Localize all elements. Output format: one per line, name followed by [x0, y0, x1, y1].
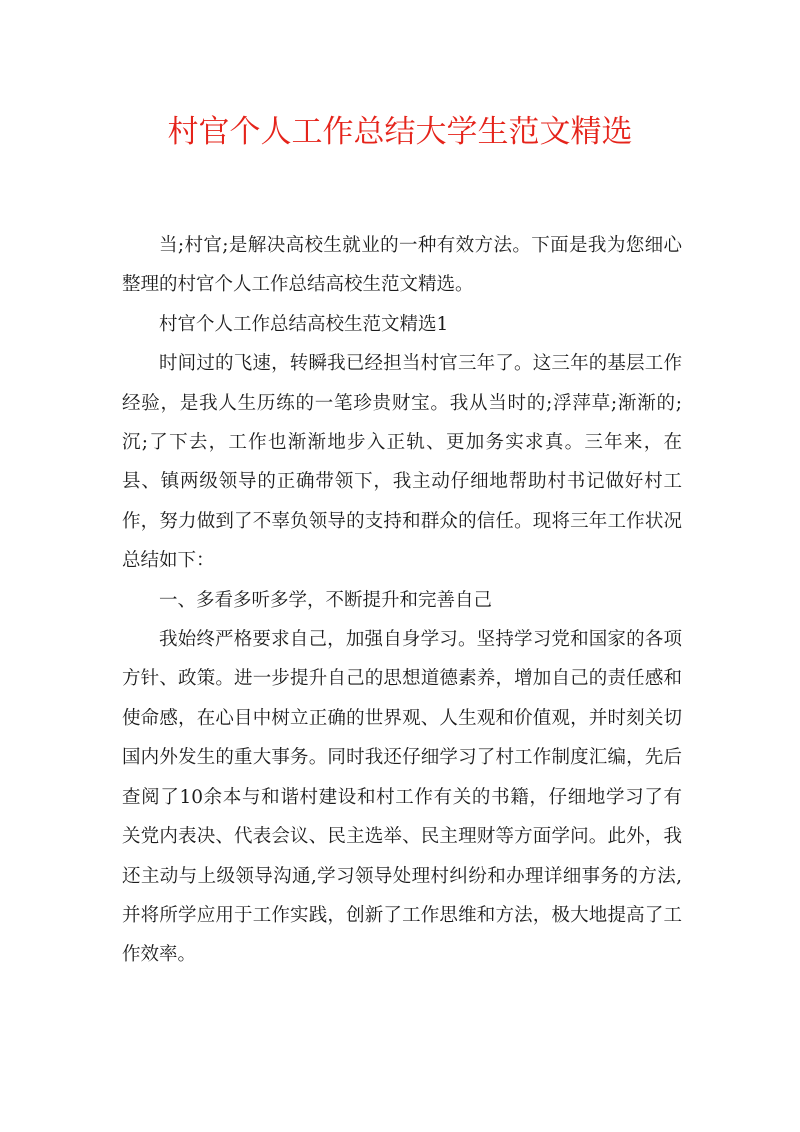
body-paragraph: 我始终严格要求自己，加强自身学习。坚持学习党和国家的各项方针、政策。进一步提升自己的思想道德素养，增加自己的责任感和使命感，在心目中树立正确的世界观、人生观和价值观，并时刻关切国内外发生的重大事务。同时我还仔细学习了村工作制度汇编，先后查阅了10余本与和谐村建设和村工作有关的书籍，仔细地学习了有关党内表决、代表会议、民主选举、民主理财等方面学问。此外，我还主动与上级领导沟通,学习领导处理村纠纷和办理详细事务的方法,并将所学应用于工作实践，创新了工作思维和方法，极大地提高了工作效率。: [122, 629, 682, 966]
document-body: [122, 226, 682, 975]
document-title: 村官个人工作总结大学生范文精选: [167, 114, 633, 150]
body-paragraph: 时间过的飞速，转瞬我已经担当村官三年了。这三年的基层工作经验，是我人生历练的一笔珍贵财宝。我从当时的;浮萍草;渐渐的;沉;了下去，工作也渐渐地步入正轨、更加务实求真。三年来，在县、镇两级领导的正确带领下，我主动仔细地帮助村书记做好村工作，努力做到了不辜负领导的支持和群众的信任。现将三年工作状况总结如下：: [122, 353, 682, 572]
intro-paragraph: 当;村官;是解决高校生就业的一种有效方法。下面是我为您细心整理的村官个人工作总结高校生范文精选。: [122, 235, 682, 296]
subsection-heading: 一、多看多听多学，不断提升和完善自己: [159, 589, 493, 611]
section-heading: 村官个人工作总结高校生范文精选1: [159, 313, 449, 335]
